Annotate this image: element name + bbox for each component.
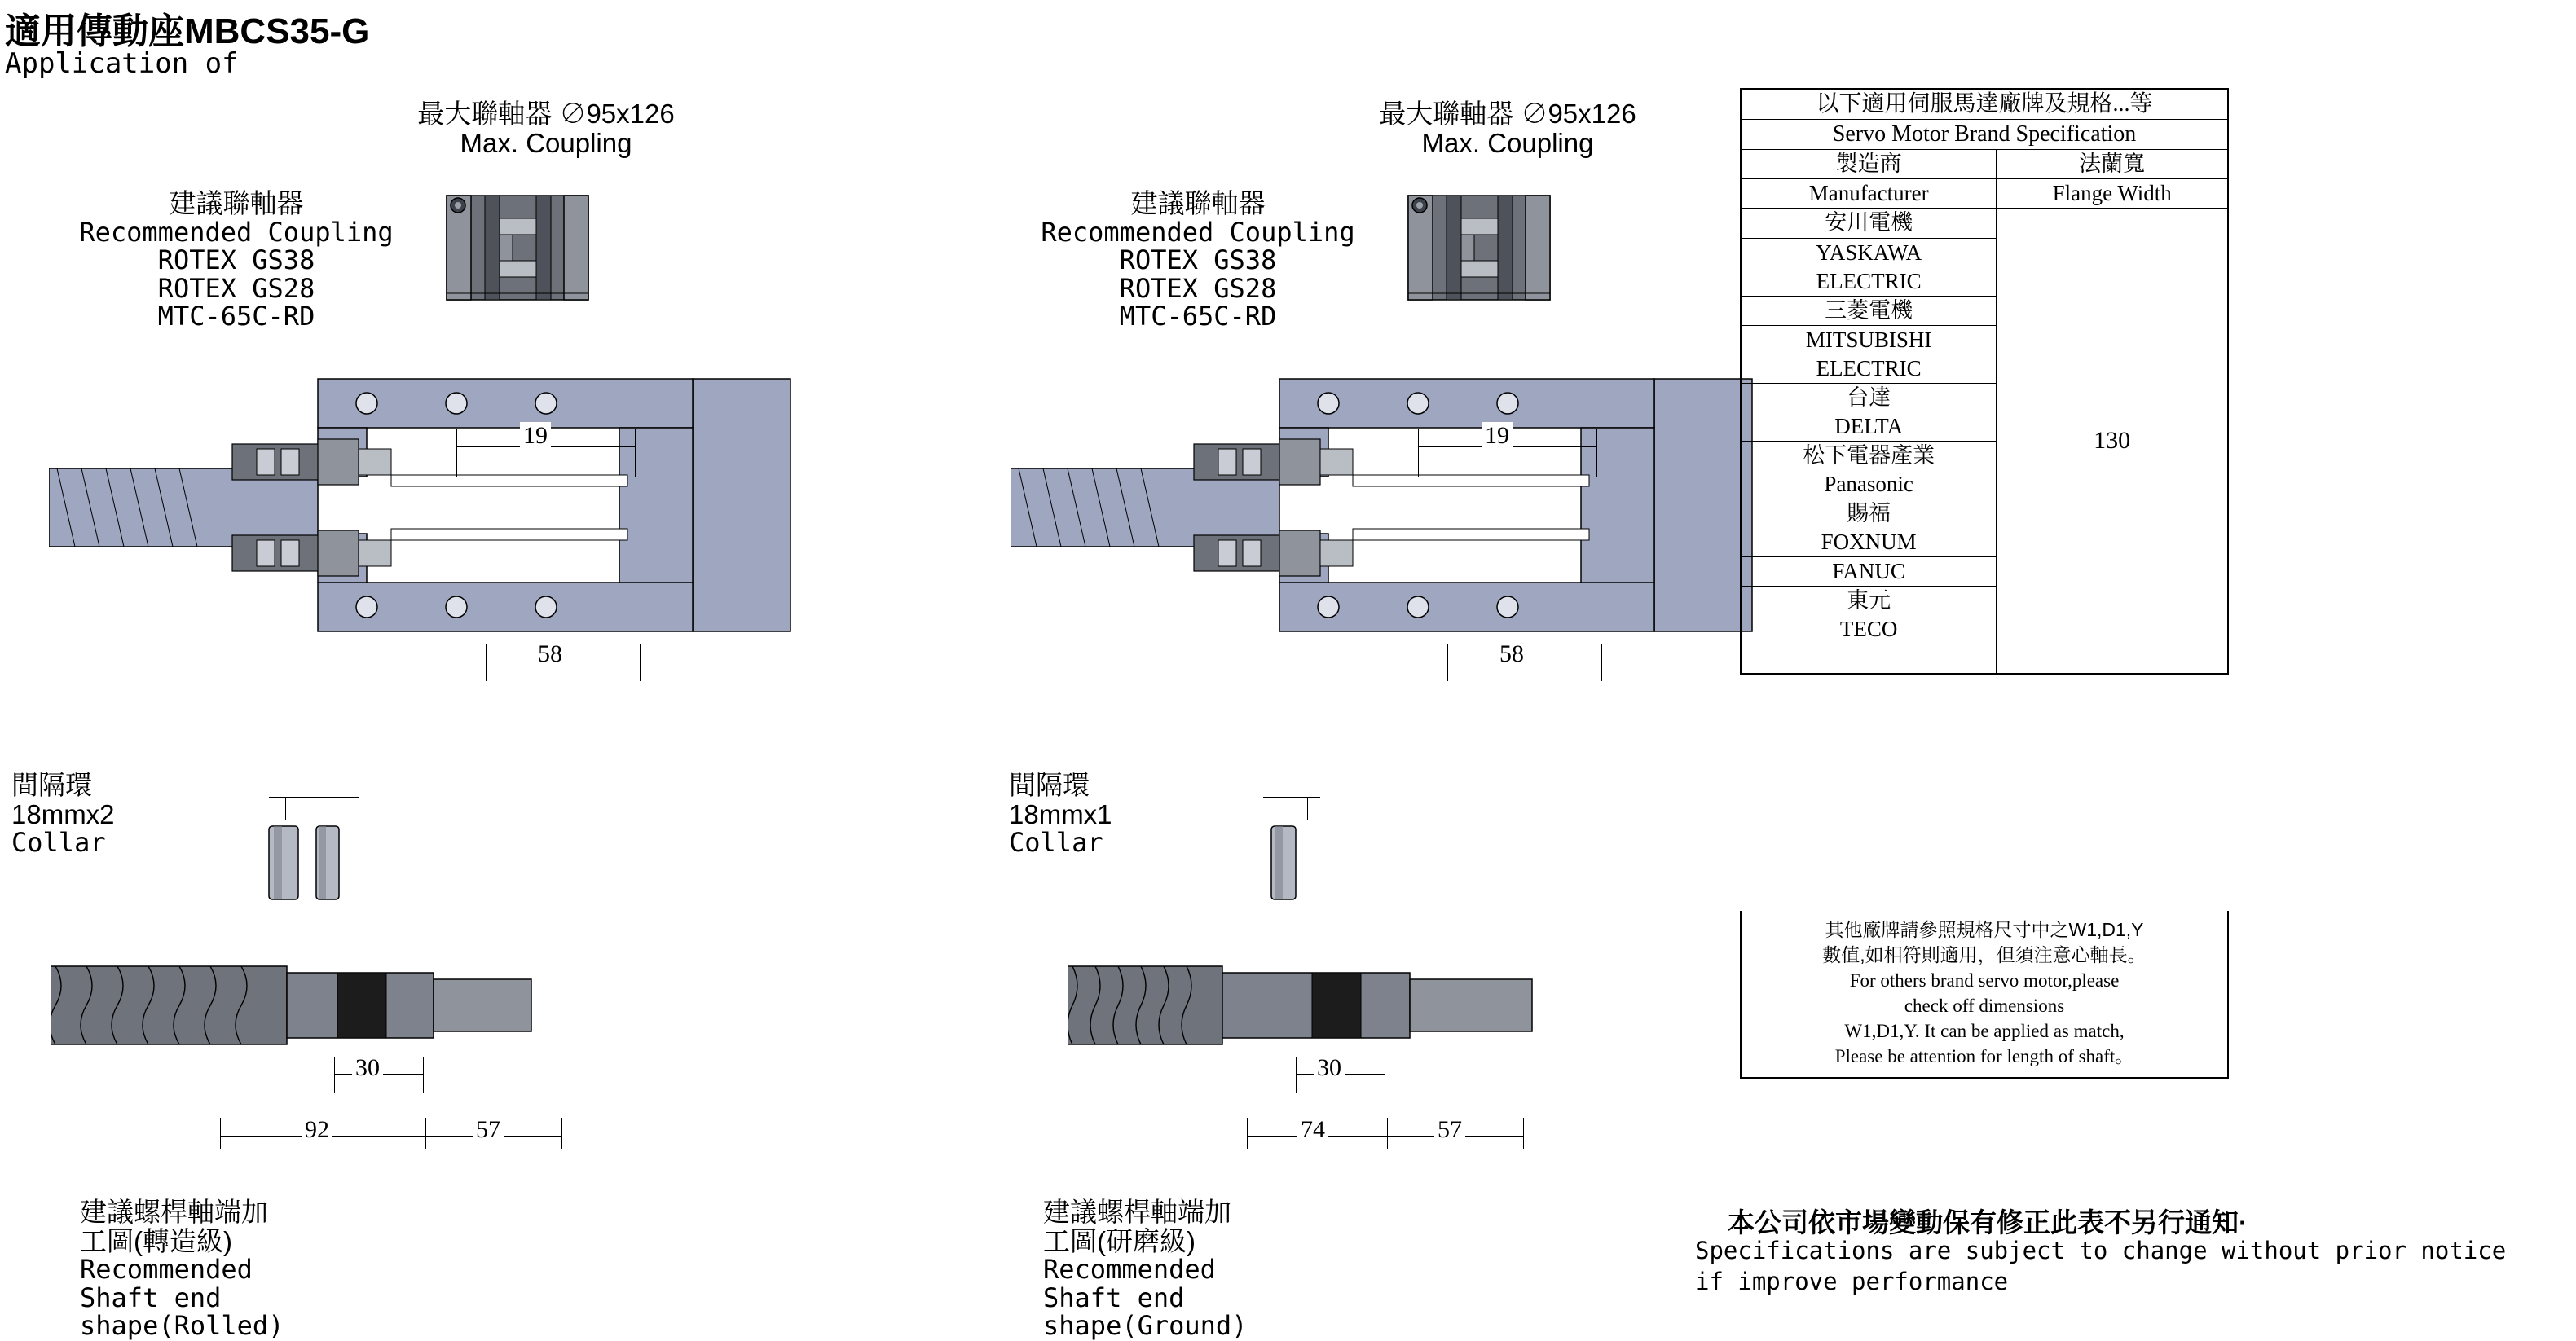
collar-rings-left <box>262 823 368 904</box>
caption-cn-right: 建議螺桿軸端加工圖(研磨級) <box>1043 1197 1231 1256</box>
caption-left <box>80 1198 284 1340</box>
recommended-en-left: Recommended Coupling <box>79 216 394 248</box>
max-coupling-en-right: Max. Coupling <box>1421 127 1594 158</box>
flange-width-value: 130 <box>1997 209 2228 674</box>
dimension-19-right <box>1418 424 1597 459</box>
dimension-74-value-right: 74 <box>1297 1116 1328 1144</box>
note-box <box>1740 911 2229 1079</box>
manufacturer-3-cn: 松下電器產業 <box>1741 441 1997 470</box>
page-subtitle: Application of <box>5 47 239 80</box>
manufacturer-6-cn: 東元 <box>1741 587 1997 616</box>
dimension-58-value-right: 58 <box>1496 640 1527 668</box>
collar-cn-left: 間隔環18mmx2 <box>11 770 115 829</box>
max-coupling-cn-right: 最大聯軸器 ∅95x126 <box>1379 99 1636 129</box>
dimension-30-value-left: 30 <box>352 1054 383 1082</box>
coupling-model-right-1: ROTEX GS28 <box>1119 272 1277 304</box>
dimension-30-value-right: 30 <box>1314 1054 1345 1082</box>
caption-en-left: Recommended Shaft end shape(Rolled) <box>80 1254 284 1341</box>
recommended-coupling-left <box>65 189 407 331</box>
manufacturer-3-en: Panasonic <box>1741 470 1997 499</box>
col-header-flange-cn: 法蘭寬 <box>1997 150 2228 179</box>
recommended-cn-right: 建議聯軸器 <box>1130 188 1266 218</box>
note-line-2: For others brand servo motor,please <box>1849 970 2120 991</box>
manufacturer-4-en: FOXNUM <box>1741 528 1997 557</box>
recommended-cn-left: 建議聯軸器 <box>169 188 304 218</box>
table-spacer-cell <box>1741 644 1997 675</box>
dimension-92-57-left <box>220 1116 562 1155</box>
dimension-92-value-left: 92 <box>302 1116 332 1144</box>
manufacturer-1-en2: ELECTRIC <box>1741 354 1997 384</box>
coupling-illustration-left <box>440 186 595 316</box>
note-line-0: 其他廠牌請參照規格尺寸中之W1,D1,Y <box>1825 919 2144 940</box>
collar-leader-left <box>269 797 359 821</box>
shaft-drawing-right <box>1068 961 1573 1051</box>
note-line-4: W1,D1,Y. It can be applied as match, <box>1844 1021 2125 1042</box>
footer-note-en2: if improve performance <box>1695 1268 2009 1295</box>
collar-label-left <box>11 771 115 857</box>
dimension-57-value-right: 57 <box>1434 1116 1465 1144</box>
note-line-3: check off dimensions <box>1904 996 2065 1017</box>
max-coupling-label-left <box>375 99 717 157</box>
collar-label-right <box>1009 771 1112 857</box>
manufacturer-6-en: TECO <box>1741 615 1997 644</box>
coupling-model-left-1: ROTEX GS28 <box>157 272 315 304</box>
collar-en-left: Collar <box>11 827 106 859</box>
coupling-model-left-2: MTC-65C-RD <box>157 301 315 332</box>
collar-leader-right <box>1263 797 1320 821</box>
manufacturer-0-en: YASKAWA <box>1741 238 1997 267</box>
manufacturer-2-en: DELTA <box>1741 412 1997 442</box>
note-line-1: 數值,如相符則適用，但須注意心軸長。 <box>1822 944 2147 966</box>
coupling-model-left-0: ROTEX GS38 <box>157 244 315 276</box>
dimension-19-value-left: 19 <box>520 422 551 450</box>
section-drawing-left <box>49 371 815 648</box>
table-row-header <box>1741 150 2228 179</box>
page-title: 適用傳動座MBCS35-G <box>5 11 370 51</box>
table-row-header-en <box>1741 179 2228 209</box>
coupling-model-right-0: ROTEX GS38 <box>1119 244 1277 276</box>
manufacturer-1-en: MITSUBISHI <box>1741 325 1997 354</box>
dimension-58-value-left: 58 <box>535 640 566 668</box>
dimension-30-left <box>334 1054 424 1090</box>
spec-table-title-cn: 以下適用伺服馬達廠牌及規格...等 <box>1741 89 2228 120</box>
footer-note-cn: 本公司依市場變動保有修正此表不另行通知· <box>1728 1207 2248 1238</box>
collar-en-right: Collar <box>1009 827 1103 859</box>
col-header-manufacturer-cn: 製造商 <box>1741 150 1997 179</box>
manufacturer-4-cn: 賜福 <box>1741 499 1997 528</box>
coupling-model-right-2: MTC-65C-RD <box>1119 301 1277 332</box>
table-row-title-en <box>1741 120 2228 150</box>
col-header-manufacturer-en: Manufacturer <box>1741 179 1997 209</box>
dimension-74-57-right <box>1247 1116 1524 1155</box>
caption-right <box>1043 1198 1247 1340</box>
shaft-drawing-left <box>51 961 572 1051</box>
recommended-en-right: Recommended Coupling <box>1041 216 1355 248</box>
dimension-58-left <box>486 640 641 679</box>
coupling-illustration-right <box>1402 186 1557 316</box>
manufacturer-1-cn: 三菱電機 <box>1741 296 1997 325</box>
dimension-57-value-left: 57 <box>473 1116 504 1144</box>
section-drawing-right <box>1011 371 1777 648</box>
table-row <box>1741 209 2228 238</box>
note-line-5: Please be attention for length of shaft。 <box>1834 1046 2134 1067</box>
manufacturer-0-cn: 安川電機 <box>1741 209 1997 238</box>
spec-table-title-en: Servo Motor Brand Specification <box>1741 120 2228 150</box>
dimension-30-right <box>1296 1054 1385 1090</box>
caption-en-right: Recommended Shaft end shape(Ground) <box>1043 1254 1248 1341</box>
dimension-19-left <box>456 424 636 459</box>
dimension-19-value-right: 19 <box>1482 422 1513 450</box>
caption-cn-left: 建議螺桿軸端加工圖(轉造級) <box>80 1197 268 1256</box>
manufacturer-0-en2: ELECTRIC <box>1741 267 1997 297</box>
collar-rings-right <box>1265 823 1330 904</box>
recommended-coupling-right <box>1027 189 1369 331</box>
footer-note-en1: Specifications are subject to change without prior notice <box>1695 1237 2507 1264</box>
spec-table <box>1740 88 2229 675</box>
max-coupling-cn-left: 最大聯軸器 ∅95x126 <box>417 99 675 129</box>
manufacturer-5-en: FANUC <box>1741 557 1997 587</box>
max-coupling-en-left: Max. Coupling <box>460 127 632 158</box>
table-row-title <box>1741 89 2228 120</box>
manufacturer-2-cn: 台達 <box>1741 383 1997 412</box>
dimension-58-right <box>1447 640 1602 679</box>
col-header-flange-en: Flange Width <box>1997 179 2228 209</box>
collar-cn-right: 間隔環18mmx1 <box>1009 770 1112 829</box>
max-coupling-label-right <box>1336 99 1679 157</box>
